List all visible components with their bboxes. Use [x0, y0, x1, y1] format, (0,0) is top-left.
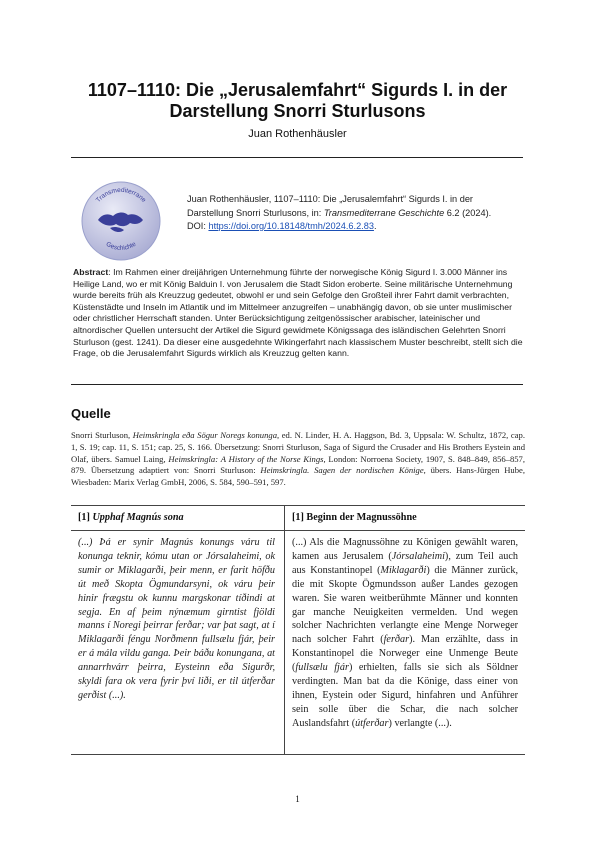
- logo-top-text: Transmediterrane: [94, 186, 148, 204]
- citation-line-1: Juan Rothenhäusler, 1107–1110: Die „Jerusalemfahrt“ Sigurds I. in der: [187, 194, 473, 204]
- citation-block: [187, 193, 527, 234]
- citation-line-2: Darstellung Snorri Sturlusons, in: Transmediterrane Geschichte 6.2 (2024).: [187, 207, 492, 218]
- column-divider: [284, 506, 285, 754]
- right-column-heading: [1] Beginn der Magnussöhne: [292, 512, 417, 523]
- source-reference: Snorri Sturluson, Heimskringla eða Sögur Noregs konunga, ed. N. Linder, H. A. Haggson, Bd. 3, Uppsala: W. Schultz, 1872, cap. 1, S. 19; cap. 11, S. 151; cap. 25, S. 166. Übersetzung: Snorri Sturluson, Saga of Sigurd the Crusader and His Brothers Eystein and Olaf, übers. Samuel Laing, Heimskringla: A History of the Norse Kings, London: Norroena Society, 1907, S. 848–849, 856–857, 879. Übersetzung adaptiert von: Snorri Sturluson: Heimskringla. Sagen der nordischen Könige, übers. Hans-Jürgen Hube, Wiesbaden: Marix Verlag GmbH, 2006, S. 584, 590–591, 597.: [71, 430, 525, 488]
- abstract-text: : Im Rahmen einer dreijährigen Unternehmung führte der norwegische König Sigurd I. 3.000 Männer ins Heilige Land, wo er mit König Balduin I. von Jerusalem die Stadt Sidon eroberte. Seine militärische Unternehmung wurde bereits früh als Kreuzzug gedeutet, obwohl er und sein Gefolge den Großteil ihrer Fahrt damit verbrachten, Küstenstädte und Inseln im Atlantik und im Mittelmeer anzugreifen – unabhängig davon, ob sie unter muslimischer oder christlicher Herrschaft standen. Unter Berücksichtigung zeitgenössischer arabischer, lateinischer und altnordischer Quellen untersucht der Artikel die Sigurd gewidmete Königssaga des isländischen Gelehrten Snorri Sturluson (gest. 1241). Da dieser eine ausgedehnte Wikingerfahrt nach klassischem Muster beschreibt, stellt sich die Frage, ob die Jerusalemfahrt Sigurds wirklich als Kreuzzug gelten kann.: [73, 267, 523, 359]
- author-name: Juan Rothenhäusler: [248, 128, 347, 140]
- page-number: 1: [295, 794, 300, 804]
- journal-logo: [80, 180, 162, 262]
- left-column-heading: [1] Upphaf Magnús sona: [78, 512, 184, 523]
- header-rule: [71, 530, 525, 531]
- section-heading-source: Quelle: [71, 406, 111, 421]
- abstract-divider: [71, 384, 523, 385]
- top-divider: [71, 157, 523, 158]
- old-norse-text: (...) Þá er synir Magnús konungs váru til konunga teknir, kómu utan or Jórsalaheimi, ok sumir or Miklagarði, þeir menn, er farit höfðu út með Skopta Ögmundarsyni, ok váru þeir hinir frægstu ok kunnu margskonar tíðindi at segja. En af þeim nýnæmum girntist fjöldi manns í Noregi þeirrar ferðar; var þat sagt, at í Miklagarði féngu Norðmenn fullsælu fjár, þeir er á mála vildu ganga. Þeir báðu konungana, at annarrhvárr þeirra, Eysteinn eða Sigurðr, skyldi fara ok vera fyrir því liði, er til útferðar gerðist (...).: [78, 537, 275, 701]
- german-translation: (...) Als die Magnussöhne zu Königen gewählt waren, kamen aus Jerusalem (Jórsalaheimi), zum Teil auch aus Konstantinopel (Miklagarði) die Männer zurück, die mit Skopte Ögmundsson außer Landes gezogen waren. Sie waren weitberühmte Männer und konnten gar manche Neuigkeiten vermelden. Und wegen solcher Nachrichten verlangte eine Menge Norweger nach solcher Fahrt (ferðar). Man erzählte, dass in Konstantinopel die Norweger eine Unmenge Beute (fullsælu fjár) erhielten, falls sie sich als Söldner verdingten. Man bat da die Könige, dass einer von ihnen, Eystein oder Sigurd, hinfahren und Anführer sein solle über die Schar, die nach solcher Auslandsfahrt (útferðar) verlangte (...).: [292, 537, 518, 729]
- article-title: [60, 80, 535, 122]
- logo-bottom-text: Geschichte: [104, 240, 138, 252]
- title-line-1: 1107–1110: Die „Jerusalemfahrt“ Sigurds I. in der: [87, 80, 508, 100]
- abstract: [73, 267, 525, 360]
- doi-line: DOI: https://doi.org/10.18148/tmh/2024.6.2.83.: [187, 221, 377, 231]
- parallel-text-table: [71, 505, 525, 755]
- doi-link[interactable]: https://doi.org/10.18148/tmh/2024.6.2.83: [208, 221, 374, 231]
- abstract-label: Abstract: [73, 267, 109, 277]
- title-line-2: Darstellung Snorri Sturlusons: [169, 101, 426, 121]
- journal-name: Transmediterrane Geschichte: [323, 207, 445, 218]
